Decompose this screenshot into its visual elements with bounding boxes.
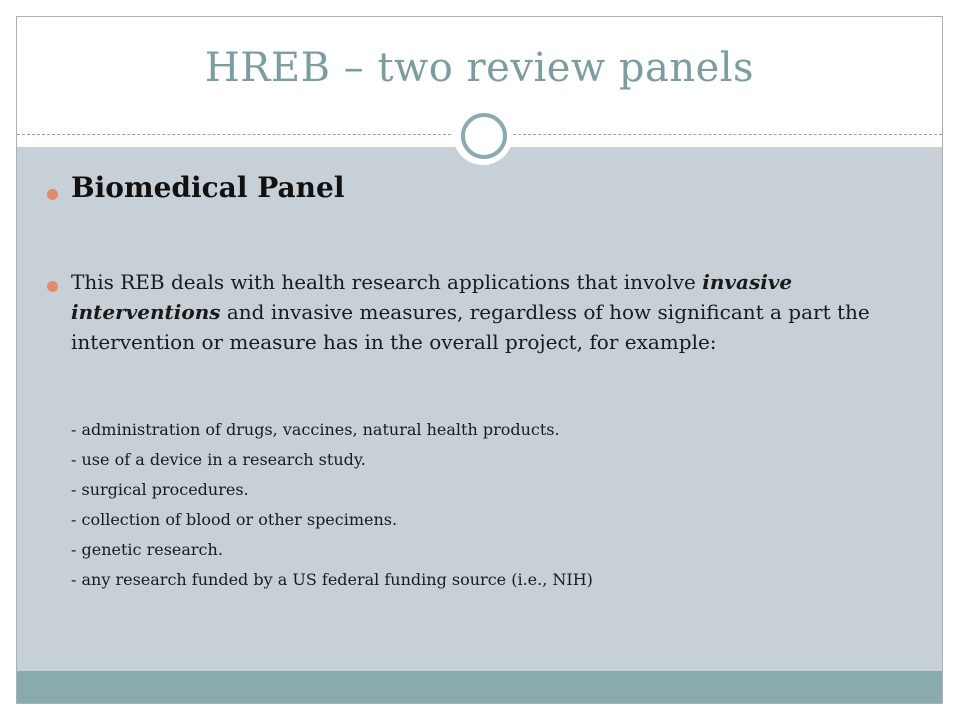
list-item: - administration of drugs, vaccines, natural health products. [71,420,560,439]
panel-description [71,267,931,357]
list-item: - any research funded by a US federal funding source (i.e., NIH) [71,570,593,589]
slide-frame [16,16,943,704]
examples-list [71,415,931,595]
divider-circle-icon [453,105,513,165]
slide-title: HREB – two review panels [204,45,755,91]
list-item: - surgical procedures. [71,480,249,499]
description-emphasis: invasive interventions [71,270,793,324]
panel-heading: Biomedical Panel [71,171,345,204]
bullet-icon [47,281,58,292]
description-text-start: This REB deals with health research applications that involve [71,270,703,294]
bullet-icon [47,189,58,200]
circle-ring [461,113,507,159]
footer-band [17,671,942,704]
list-item: - collection of blood or other specimens. [71,510,398,529]
list-item: - genetic research. [71,540,223,559]
list-item: - use of a device in a research study. [71,450,366,469]
description-text-end: and invasive measures, regardless of how significant a part the intervention or measure has in the overall project, for example: [71,300,870,354]
